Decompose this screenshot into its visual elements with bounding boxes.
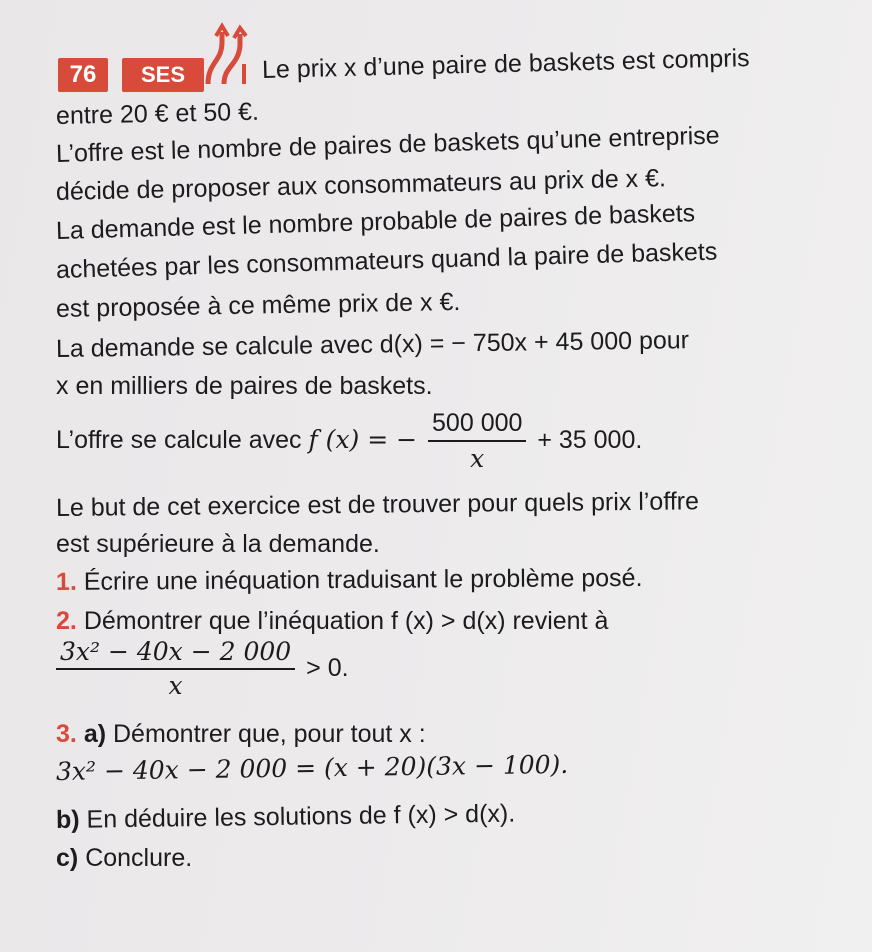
question-text: En déduire les solutions de f (x) > d(x).	[86, 799, 516, 834]
subquestion-label: a)	[83, 720, 107, 748]
question-3c	[56, 842, 192, 874]
offer-prefix: L’offre se calcule avec	[56, 426, 302, 454]
question-number: 1.	[55, 567, 77, 596]
exercise-intro: Le prix x d’une paire de baskets est compris	[261, 44, 750, 84]
question-number: 3.	[56, 720, 77, 748]
question-text: Conclure.	[85, 844, 193, 872]
subquestion-label: b)	[55, 805, 80, 834]
question-text: Démontrer que, pour tout x :	[113, 720, 426, 748]
inequality-denominator: x	[168, 671, 183, 701]
factorisation-formula: 3x² − 40x − 2 000 = (x + 20)(3x − 100).	[55, 749, 569, 786]
question-number: 2.	[56, 607, 77, 635]
demand-formula-line: La demande se calcule avec d(x) = − 750x + 45 000 pour	[55, 326, 690, 363]
text-line: est proposée à ce même prix de x €.	[55, 287, 461, 323]
question-1	[56, 562, 643, 598]
ses-tag-badge: SES	[122, 58, 204, 92]
goal-line: est supérieure à la demande.	[56, 530, 380, 558]
offer-suffix: + 35 000.	[537, 426, 643, 454]
offer-lhs: f (x) = −	[308, 425, 418, 454]
inequality-fraction	[56, 638, 295, 700]
question-2	[56, 605, 608, 637]
offer-denominator: x	[470, 444, 485, 474]
question-3a	[56, 718, 426, 750]
exercise-number-badge: 76	[58, 58, 108, 92]
inequality-numerator: 3x² − 40x − 2 000	[56, 638, 295, 670]
text-line: L’offre est le nombre de paires de baskets qu’une entreprise	[55, 121, 720, 168]
text-line: décide de proposer aux consommateurs au prix de x €.	[55, 164, 667, 206]
question-text: Écrire une inéquation traduisant le problème posé.	[83, 563, 643, 596]
question-text: Démontrer que l’inéquation f (x) > d(x) revient à	[83, 607, 609, 635]
text-line: x en milliers de paires de baskets.	[56, 372, 433, 400]
question-3b	[56, 798, 516, 836]
subquestion-label: c)	[56, 844, 79, 872]
offer-formula-line	[56, 405, 642, 475]
inequality-suffix: > 0.	[306, 654, 349, 682]
text-line: La demande est le nombre probable de paires de baskets	[55, 199, 696, 245]
question-2-fraction-line	[52, 636, 349, 700]
offer-fraction	[428, 408, 526, 474]
text-line: achetées par les consommateurs quand la paire de baskets	[55, 237, 718, 284]
offer-numerator: 500 000	[428, 408, 526, 442]
ses-arrows-icon	[200, 22, 260, 92]
goal-line: Le but de cet exercice est de trouver pour quels prix l’offre	[55, 487, 700, 522]
text-line: entre 20 € et 50 €.	[55, 97, 260, 130]
